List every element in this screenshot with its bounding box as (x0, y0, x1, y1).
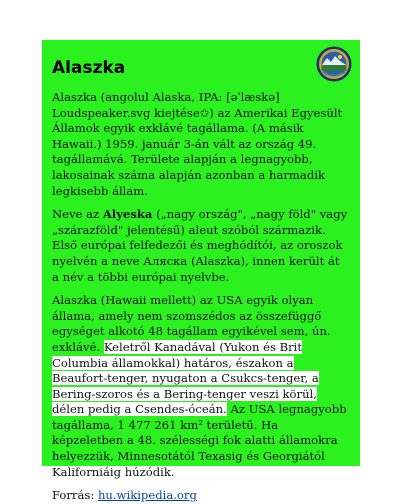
source-label: Forrás: (52, 488, 98, 503)
paragraph-geography (52, 293, 350, 480)
name-origin-rest: („nagy ország", „nagy föld" vagy „szárazföld" jelentésű) aleut szóból származik. Első európai felfedezői és meghódítói, az oroszok nyelvén a neve Аляска (Alaszka), innen került át a név a többi európai nyelvbe. (52, 207, 348, 284)
name-origin-prefix: Neve az (52, 207, 103, 222)
article-card (42, 40, 360, 503)
geography-highlighted-text[interactable]: Keletről Kanadával (Yukon és Brit Columbia államokkal) határos, északon a Beaufort-tenger, nyugaton a Csukcs-tenger, a Bering-szoros és a Bering-tenger veszi körül, délen pedig a Csendes-óceán. (52, 339, 319, 417)
source-link[interactable]: hu.wikipedia.org (97, 488, 197, 503)
geography-after: Az USA legnagyobb tagállama, 1 477 261 km² területű. Ha képzeletben a 48. szélességi fok alatti államokra helyezzük, Minnesotától Texasig és Georgiától Kaliforniáig húzódik. (52, 402, 347, 479)
article-title: Alaszka (52, 58, 126, 78)
paragraph-intro: Alaszka (angolul Alaska, IPA: [əˈlæskə] Loudspeaker.svg kiejtése✩) az Amerikai Egyesült Államok egyik exklávé tagállama. (A másik Hawaii.) 1959. január 3-án vált az ország 49. tagállamává. Területe alapján a legnagyobb, lakosainak száma alapján azonban a harmadik legkisebb állam. (52, 90, 343, 198)
paragraph-name-origin (52, 207, 350, 285)
name-origin-bold: Alyeska (102, 207, 153, 222)
alaska-state-seal-icon (316, 46, 352, 82)
geography-before: Alaszka (Hawaii mellett) az USA egyik olyan állama, amely nem szomszédos az összefüggő egységet alkotó 48 tagállam egyikével sem, ún. exklávé. (52, 293, 331, 354)
source-line (52, 488, 350, 504)
